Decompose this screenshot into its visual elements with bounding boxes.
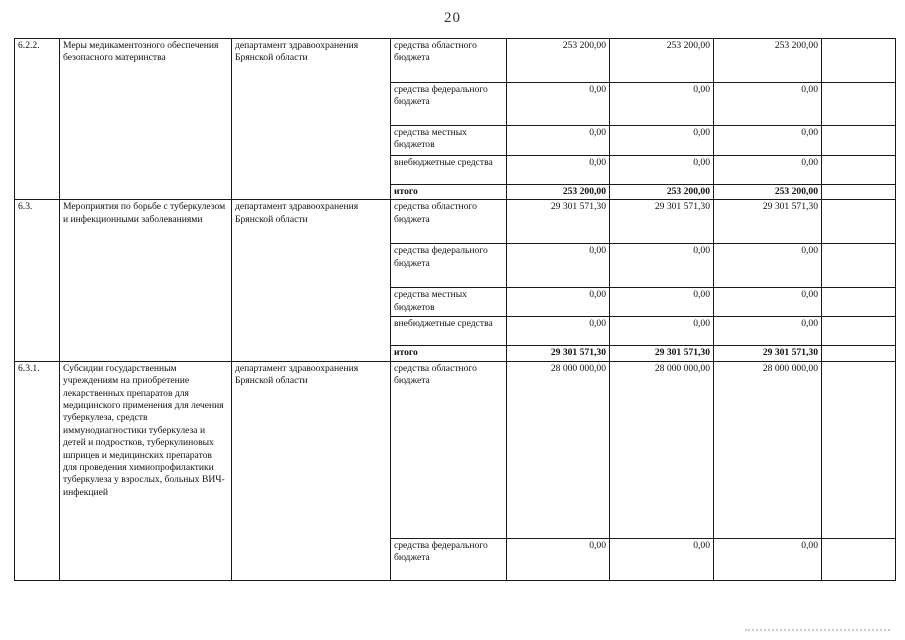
cell-funding-source: средства федерального бюджета	[391, 83, 507, 126]
cell-executor: департамент здравоохранения Брянской области	[232, 200, 391, 361]
cell-code: 6.3.1.	[15, 361, 60, 580]
cell-amount-1: 0,00	[507, 156, 610, 185]
cell-amount-3: 0,00	[714, 83, 822, 126]
cell-total-label: итого	[391, 346, 507, 361]
cell-amount-2: 253 200,00	[610, 39, 714, 83]
cell-executor: департамент здравоохранения Брянской области	[232, 39, 391, 200]
cell-amount-1: 0,00	[507, 126, 610, 156]
cell-amount-3: 28 000 000,00	[714, 361, 822, 538]
cell-funding-source: внебюджетные средства	[391, 317, 507, 346]
cell-amount-1: 253 200,00	[507, 39, 610, 83]
cell-amount-3: 253 200,00	[714, 185, 822, 200]
cell-funding-source: средства местных бюджетов	[391, 126, 507, 156]
cell-empty	[822, 185, 896, 200]
cell-amount-3: 0,00	[714, 156, 822, 185]
cell-amount-2: 29 301 571,30	[610, 346, 714, 361]
cell-amount-2: 0,00	[610, 317, 714, 346]
cell-empty	[822, 538, 896, 580]
cell-code: 6.2.2.	[15, 39, 60, 200]
cell-measure-name: Субсидии государственным учреждениям на приобретение лекарственных препаратов для медицинского применения для лечения туберкулеза, средств иммунодиагностики туберкулеза и детей и подростков, туберкулиновых шприцев и медицинских препаратов для проведения химиопрофилактики туберкулеза у взрослых, больных ВИЧ-инфекцией	[60, 361, 232, 580]
cell-amount-2: 0,00	[610, 156, 714, 185]
cell-funding-source: средства федерального бюджета	[391, 538, 507, 580]
cell-amount-2: 28 000 000,00	[610, 361, 714, 538]
cell-empty	[822, 156, 896, 185]
cell-empty	[822, 346, 896, 361]
scan-artifact	[745, 629, 890, 635]
cell-amount-3: 0,00	[714, 288, 822, 317]
cell-funding-source: внебюджетные средства	[391, 156, 507, 185]
cell-empty	[822, 39, 896, 83]
cell-amount-2: 253 200,00	[610, 185, 714, 200]
cell-funding-source: средства областного бюджета	[391, 361, 507, 538]
cell-funding-source: средства местных бюджетов	[391, 288, 507, 317]
cell-amount-1: 0,00	[507, 317, 610, 346]
page-number: 20	[444, 10, 461, 26]
cell-executor: департамент здравоохранения Брянской области	[232, 361, 391, 580]
cell-funding-source: средства федерального бюджета	[391, 244, 507, 288]
cell-empty	[822, 244, 896, 288]
cell-amount-3: 0,00	[714, 126, 822, 156]
cell-empty	[822, 83, 896, 126]
cell-amount-1: 0,00	[507, 538, 610, 580]
cell-measure-name: Мероприятия по борьбе с туберкулезом и инфекционными заболеваниями	[60, 200, 232, 361]
cell-amount-1: 29 301 571,30	[507, 346, 610, 361]
cell-amount-3: 29 301 571,30	[714, 200, 822, 244]
cell-total-label: итого	[391, 185, 507, 200]
cell-amount-1: 0,00	[507, 244, 610, 288]
table-row	[15, 200, 896, 244]
cell-amount-1: 29 301 571,30	[507, 200, 610, 244]
cell-funding-source: средства областного бюджета	[391, 39, 507, 83]
table-row	[15, 361, 896, 538]
cell-amount-3: 29 301 571,30	[714, 346, 822, 361]
table-row	[15, 39, 896, 83]
cell-amount-3: 0,00	[714, 538, 822, 580]
cell-amount-1: 0,00	[507, 288, 610, 317]
cell-amount-1: 253 200,00	[507, 185, 610, 200]
cell-amount-2: 0,00	[610, 288, 714, 317]
cell-empty	[822, 288, 896, 317]
cell-amount-3: 253 200,00	[714, 39, 822, 83]
cell-amount-1: 0,00	[507, 83, 610, 126]
budget-table	[14, 38, 896, 581]
cell-amount-2: 0,00	[610, 126, 714, 156]
cell-amount-2: 0,00	[610, 83, 714, 126]
cell-empty	[822, 126, 896, 156]
cell-empty	[822, 317, 896, 346]
cell-amount-3: 0,00	[714, 317, 822, 346]
cell-empty	[822, 361, 896, 538]
cell-funding-source: средства областного бюджета	[391, 200, 507, 244]
cell-empty	[822, 200, 896, 244]
cell-measure-name: Меры медикаментозного обеспечения безопасного материнства	[60, 39, 232, 200]
cell-code: 6.3.	[15, 200, 60, 361]
budget-table-body	[15, 39, 896, 581]
cell-amount-3: 0,00	[714, 244, 822, 288]
cell-amount-2: 29 301 571,30	[610, 200, 714, 244]
cell-amount-2: 0,00	[610, 244, 714, 288]
cell-amount-2: 0,00	[610, 538, 714, 580]
cell-amount-1: 28 000 000,00	[507, 361, 610, 538]
